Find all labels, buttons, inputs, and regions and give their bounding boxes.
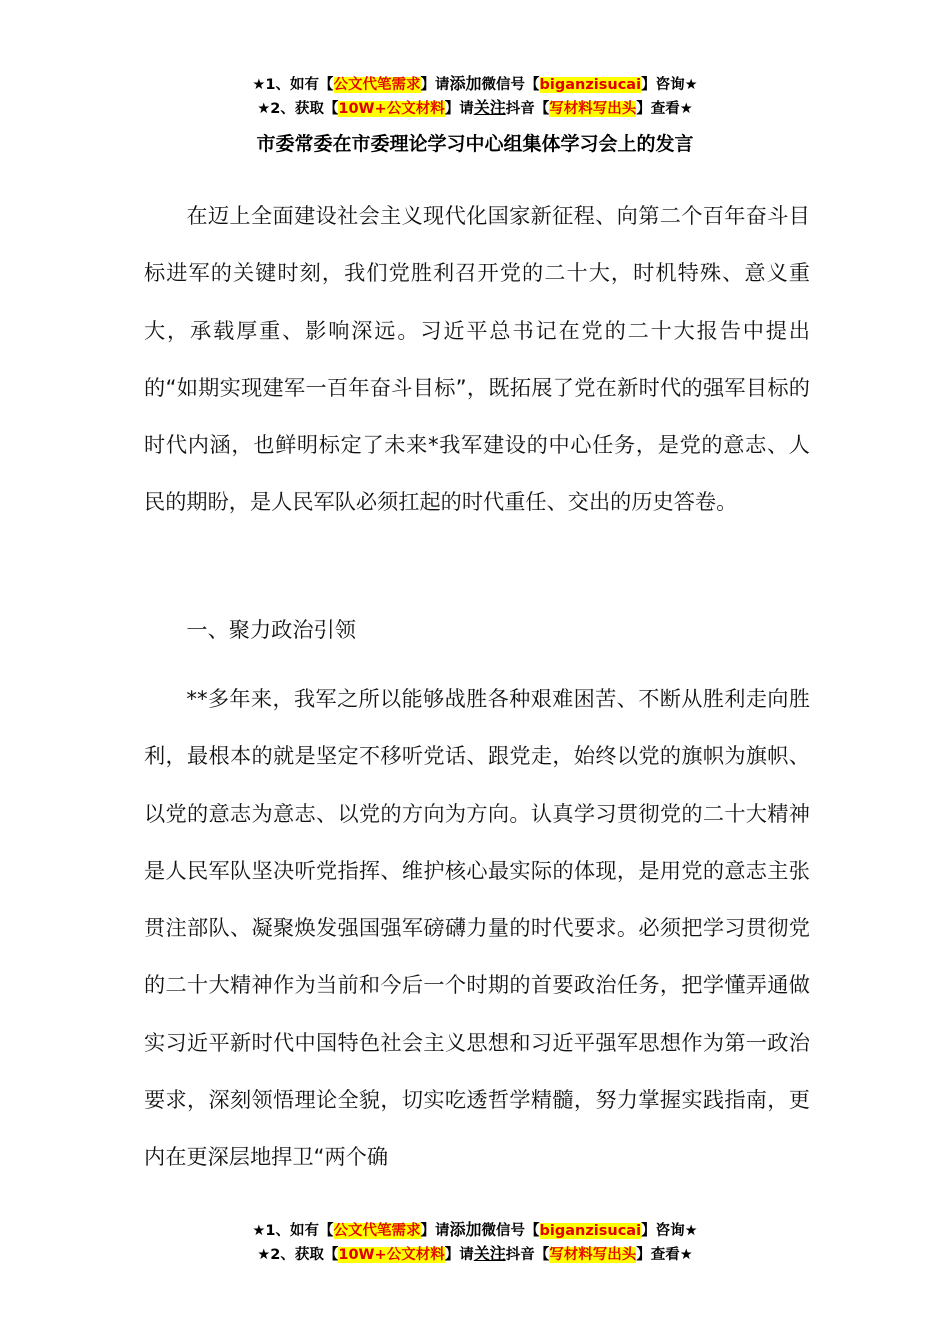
promo-text: 微信号【: [481, 77, 540, 93]
promo-line-1: [0, 72, 950, 96]
body-paragraph-1: [144, 187, 810, 531]
promo-text: 】请: [420, 77, 450, 93]
paragraph-text: 在迈上全面建设社会主义现代化国家新征程、向第二个百年奋斗目标进军的关键时刻，我们党胜利召开党的二十大，时机特殊、意义重大，承载厚重、影响深远。习近平总书记在党的二十大报告中提出的“如期实现建军一百年奋斗目标”，既拓展了党在新时代的强军目标的时代内涵，也鲜明标定了未来*我军建设的中心任务，是党的意志、人民的期盼，是人民军队必须扛起的时代重任、交出的历史答卷。: [144, 203, 810, 515]
paragraph-text: **多年来，我军之所以能够战胜各种艰难困苦、不断从胜利走向胜利，最根本的就是坚定不移听党话、跟党走，始终以党的旗帜为旗帜、以党的意志为意志、以党的方向为方向。认真学习贯彻党的二十大精神是人民军队坚决听党指挥、维护核心最实际的体现，是用党的意志主张贯注部队、凝聚焕发强国强军磅礴力量的时代要求。必须把学习贯彻党的二十大精神作为当前和今后一个时期的首要政治任务，把学懂弄通做实习近平新时代中国特色社会主义思想和习近平强军思想作为第一政治要求，深刻领悟理论全貌，切实吃透哲学精髓，努力掌握实践指南，更内在更深层地捍卫“两个确: [144, 686, 810, 1170]
body-paragraph-2: [144, 670, 810, 1186]
promo-line-1: [0, 1218, 950, 1242]
promo-text: ★1、如有【: [252, 1223, 334, 1239]
promo-text: 】请: [444, 1247, 474, 1263]
promo-emphasis: 关注: [473, 98, 506, 117]
promo-text: ★2、获取【: [257, 101, 339, 117]
promo-emphasis: 关注: [473, 1244, 506, 1263]
promo-highlight: 公文代笔需求: [333, 77, 421, 93]
promo-text: 】咨询★: [641, 77, 698, 93]
section-heading-text: 一、聚力政治引领: [186, 617, 356, 642]
promo-wechat-id: biganzisucai: [539, 1223, 642, 1239]
promo-line-2: [0, 96, 950, 120]
document-title: 市委常委在市委理论学习中心组集体学习会上的发言: [256, 133, 694, 155]
promo-emphasis: 添加: [449, 1220, 482, 1239]
promo-banner-bottom: [0, 1218, 950, 1266]
promo-text: 】查看★: [636, 1247, 693, 1263]
promo-highlight: 10W+公文材料: [338, 1247, 445, 1263]
promo-text: 】请: [420, 1223, 450, 1239]
promo-douyin-name: 写材料写出头: [549, 101, 637, 117]
promo-text: 抖音【: [505, 1247, 550, 1263]
promo-text: 抖音【: [505, 101, 550, 117]
promo-text: 】请: [444, 101, 474, 117]
promo-douyin-name: 写材料写出头: [549, 1247, 637, 1263]
promo-banner-top: [0, 72, 950, 120]
promo-highlight: 10W+公文材料: [338, 101, 445, 117]
section-heading-1: [144, 601, 810, 658]
promo-text: 微信号【: [481, 1223, 540, 1239]
promo-text: ★1、如有【: [252, 77, 334, 93]
promo-line-2: [0, 1242, 950, 1266]
promo-highlight: 公文代笔需求: [333, 1223, 421, 1239]
promo-emphasis: 添加: [449, 74, 482, 93]
promo-wechat-id: biganzisucai: [539, 77, 642, 93]
promo-text: 】查看★: [636, 101, 693, 117]
promo-text: ★2、获取【: [257, 1247, 339, 1263]
promo-text: 】咨询★: [641, 1223, 698, 1239]
